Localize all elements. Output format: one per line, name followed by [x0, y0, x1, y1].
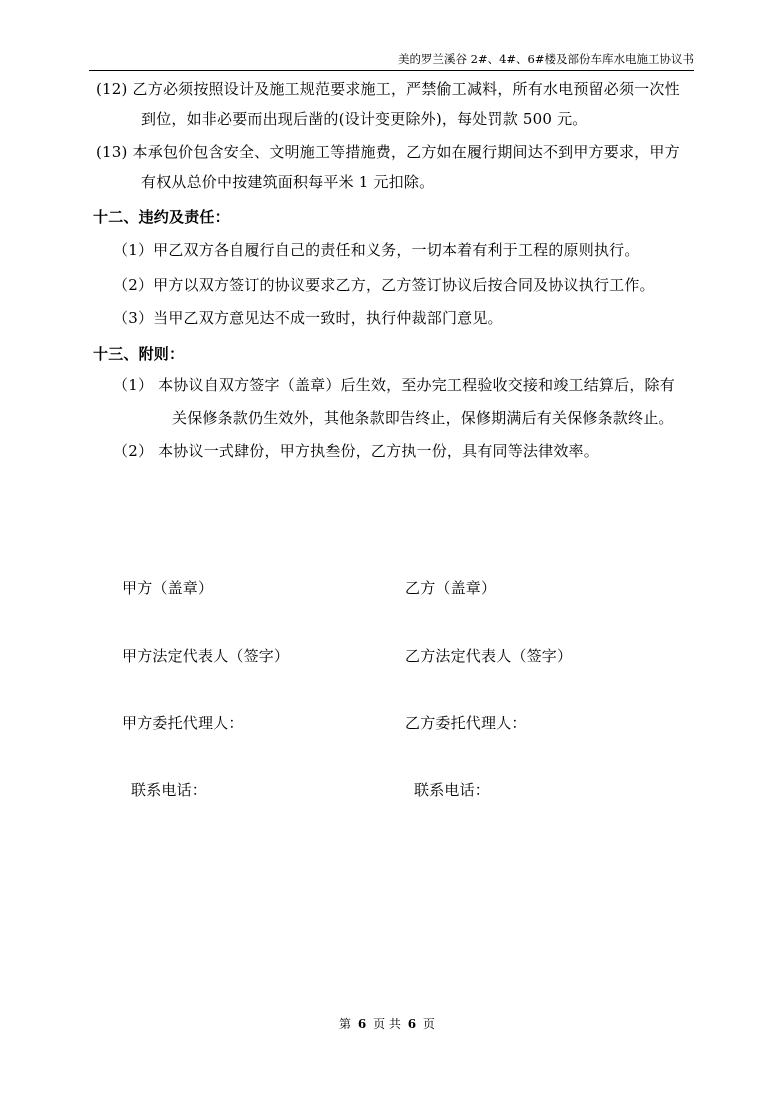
section-12-item-3: （3）当甲乙双方意见达不成一致时，执行仲裁部门意见。	[113, 309, 503, 327]
party-a-phone: 联系电话：	[131, 781, 208, 799]
section-12-item-2: （2）甲方以双方签订的协议要求乙方，乙方签订协议后按合同及协议执行工作。	[113, 276, 655, 294]
party-a-legal-rep: 甲方法定代表人（签字）	[122, 647, 290, 665]
section-13-heading: 十三、附则：	[93, 345, 185, 363]
party-a-seal: 甲方（盖章）	[122, 579, 214, 597]
header-rule	[89, 70, 694, 71]
party-b-agent: 乙方委托代理人：	[405, 714, 527, 732]
footer-suffix: 页	[422, 1017, 435, 1031]
section-12-item-1: （1）甲乙双方各自履行自己的责任和义务，一切本着有利于工程的原则执行。	[113, 241, 640, 259]
page-header-title: 美的罗兰溪谷 2#、4#、6#楼及部份车库水电施工协议书	[397, 52, 694, 66]
footer-prefix: 第	[339, 1017, 352, 1031]
party-a-agent: 甲方委托代理人：	[122, 714, 244, 732]
party-b-legal-rep: 乙方法定代表人（签字）	[405, 647, 573, 665]
section-13-item-2: （2） 本协议一式肆份，甲方执叁份，乙方执一份，具有同等法律效率。	[113, 442, 599, 460]
footer-page-total: 6	[407, 1017, 417, 1031]
footer-middle: 页 共	[373, 1017, 401, 1031]
section-13-item-1-line2: 关保修条款仍生效外，其他条款即告终止，保修期满后有关保修条款终止。	[172, 409, 674, 427]
footer-page-number: 6	[357, 1017, 367, 1031]
clause-13-line2: 有权从总价中按建筑面积每平米 1 元扣除。	[141, 173, 435, 191]
clause-13-line1: (13) 本承包价包含安全、文明施工等措施费，乙方如在履行期间达不到甲方要求，甲方	[96, 143, 680, 161]
party-b-phone: 联系电话：	[414, 781, 491, 799]
section-12-heading: 十二、违约及责任：	[93, 208, 230, 226]
page-footer	[0, 1015, 774, 1032]
clause-12-line2: 到位，如非必要而出现后凿的(设计变更除外)，每处罚款 500 元。	[141, 110, 588, 128]
party-b-seal: 乙方（盖章）	[405, 579, 497, 597]
clause-12-line1: (12) 乙方必须按照设计及施工规范要求施工，严禁偷工减料，所有水电预留必须一次性	[96, 80, 680, 98]
section-13-item-1-line1: （1） 本协议自双方签字（盖章）后生效，至办完工程验收交接和竣工结算后，除有	[113, 376, 675, 394]
